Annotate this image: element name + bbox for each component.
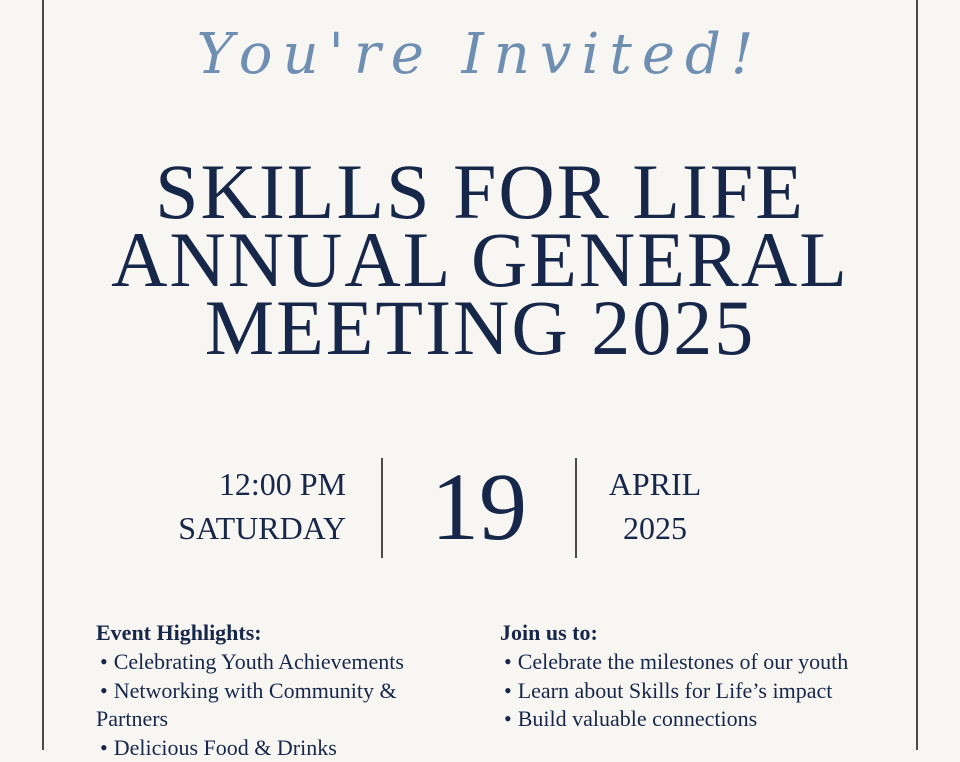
- join-section: [500, 618, 860, 734]
- title-line-1: SKILLS FOR LIFE: [60, 158, 900, 226]
- title-line-2: ANNUAL GENERAL: [60, 226, 900, 294]
- frame-left-border: [42, 0, 44, 750]
- frame-right-border: [916, 0, 918, 750]
- join-item: • Celebrate the milestones of our youth: [500, 648, 860, 677]
- event-month: APRIL: [600, 462, 710, 506]
- date-divider-right: [575, 458, 577, 558]
- date-block: [0, 458, 960, 558]
- event-time: 12:00 PM: [150, 462, 346, 506]
- highlight-item: • Celebrating Youth Achievements: [96, 648, 456, 677]
- highlight-item: • Networking with Community & Partners: [96, 677, 456, 734]
- highlights-section: [96, 618, 456, 762]
- highlights-heading: Event Highlights:: [96, 618, 456, 648]
- join-item: • Build valuable connections: [500, 705, 860, 734]
- join-item: • Learn about Skills for Life’s impact: [500, 677, 860, 706]
- month-column: [600, 462, 710, 550]
- event-weekday: SATURDAY: [150, 506, 346, 550]
- invited-heading: You're Invited!: [0, 10, 960, 100]
- time-column: [150, 462, 346, 550]
- join-heading: Join us to:: [500, 618, 860, 648]
- join-list: [500, 648, 860, 734]
- event-title: [60, 158, 900, 362]
- highlight-item: • Delicious Food & Drinks: [96, 734, 456, 762]
- event-day: 19: [383, 458, 575, 556]
- highlights-list: [96, 648, 456, 762]
- event-year: 2025: [600, 506, 710, 550]
- title-line-3: MEETING 2025: [60, 294, 900, 362]
